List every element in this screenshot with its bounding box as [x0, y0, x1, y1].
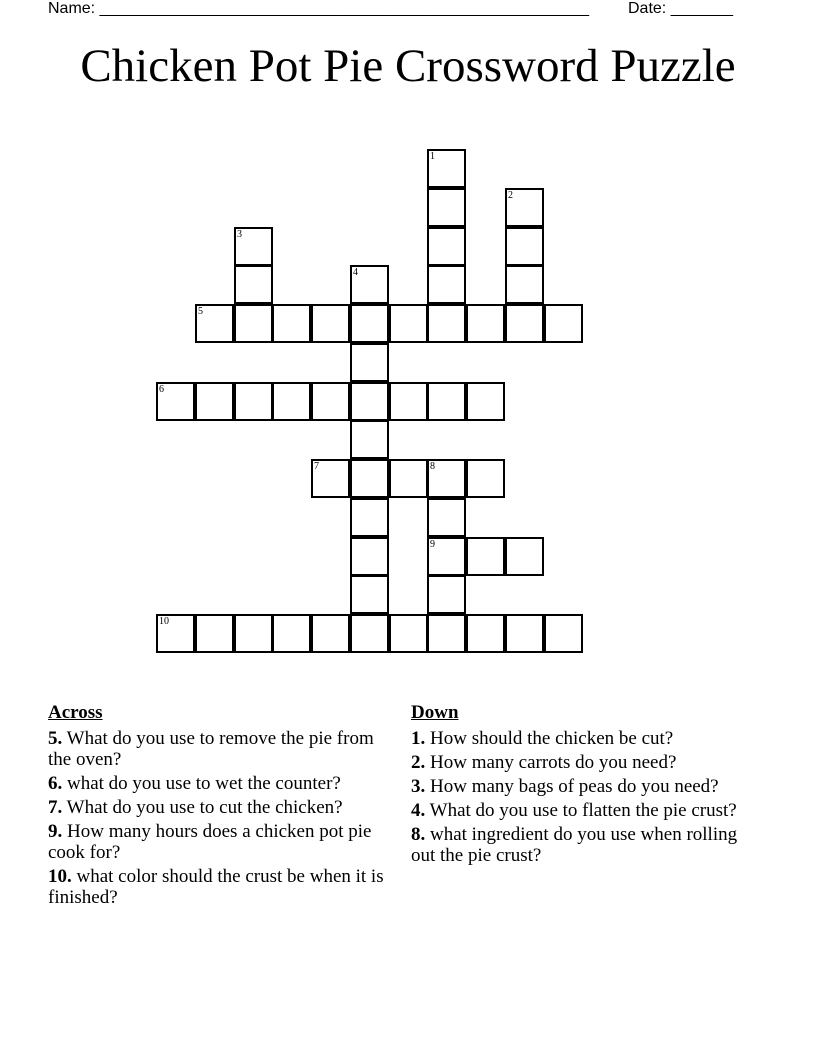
grid-cell[interactable] [350, 343, 389, 382]
across-heading: Across [48, 702, 103, 723]
across-clue [48, 797, 388, 818]
clue-number-label: 6 [159, 384, 164, 395]
grid-cell[interactable] [311, 459, 350, 498]
grid-cell[interactable] [466, 614, 505, 653]
grid-cell[interactable] [350, 614, 389, 653]
grid-cell[interactable] [544, 614, 583, 653]
clue-number-label: 1 [430, 151, 435, 162]
grid-cell[interactable] [427, 382, 466, 421]
grid-cell[interactable] [389, 459, 428, 498]
grid-cell[interactable] [389, 614, 428, 653]
grid-cell[interactable] [427, 304, 466, 343]
down-clue [411, 824, 751, 866]
clue-number: 8. [411, 824, 426, 845]
clue-number: 6. [48, 773, 63, 794]
clue-number-label: 8 [430, 461, 435, 472]
clue-number-label: 5 [198, 306, 203, 317]
across-clue [48, 821, 388, 863]
clue-number-label: 3 [237, 229, 242, 240]
grid-cell[interactable] [427, 459, 466, 498]
clue-text: What do you use to flatten the pie crust? [425, 800, 737, 821]
grid-cell[interactable] [234, 304, 273, 343]
grid-cell[interactable] [427, 265, 466, 304]
down-clue [411, 776, 751, 797]
clue-number: 2. [411, 752, 426, 773]
grid-cell[interactable] [350, 537, 389, 576]
clue-number: 3. [411, 776, 426, 797]
clue-text: How many hours does a chicken pot pie cook for? [48, 821, 372, 863]
down-clue [411, 728, 751, 749]
across-clue [48, 728, 388, 770]
grid-cell[interactable] [505, 188, 544, 227]
clue-number: 5. [48, 728, 63, 749]
across-clues [48, 702, 388, 911]
grid-cell[interactable] [156, 614, 195, 653]
clue-text: what color should the crust be when it is finished? [48, 866, 384, 908]
clue-number: 1. [411, 728, 426, 749]
grid-cell[interactable] [350, 459, 389, 498]
down-heading: Down [411, 702, 459, 723]
grid-cell[interactable] [466, 382, 505, 421]
grid-cell[interactable] [466, 304, 505, 343]
grid-cell[interactable] [350, 265, 389, 304]
grid-cell[interactable] [234, 614, 273, 653]
clue-number-label: 4 [353, 267, 358, 278]
grid-cell[interactable] [195, 304, 234, 343]
grid-cell[interactable] [311, 304, 350, 343]
across-clue [48, 866, 388, 908]
grid-cell[interactable] [427, 575, 466, 614]
name-field-label: Name: _______________________________________________________ [48, 0, 589, 17]
clue-number-label: 10 [159, 616, 169, 627]
grid-cell[interactable] [505, 227, 544, 266]
grid-cell[interactable] [350, 420, 389, 459]
grid-cell[interactable] [505, 537, 544, 576]
grid-cell[interactable] [427, 188, 466, 227]
clue-number: 7. [48, 797, 63, 818]
grid-cell[interactable] [350, 304, 389, 343]
grid-cell[interactable] [272, 304, 311, 343]
clue-text: What do you use to cut the chicken? [62, 797, 343, 818]
grid-cell[interactable] [427, 537, 466, 576]
down-clues [411, 702, 751, 869]
grid-cell[interactable] [350, 498, 389, 537]
grid-cell[interactable] [427, 614, 466, 653]
grid-cell[interactable] [505, 265, 544, 304]
grid-cell[interactable] [195, 382, 234, 421]
clue-number: 4. [411, 800, 426, 821]
grid-cell[interactable] [427, 227, 466, 266]
grid-cell[interactable] [466, 537, 505, 576]
grid-cell[interactable] [234, 265, 273, 304]
clue-text: How many carrots do you need? [425, 752, 677, 773]
clue-number: 9. [48, 821, 63, 842]
grid-cell[interactable] [234, 382, 273, 421]
grid-cell[interactable] [272, 614, 311, 653]
grid-cell[interactable] [505, 304, 544, 343]
down-clue [411, 752, 751, 773]
clue-number-label: 9 [430, 539, 435, 550]
across-clue [48, 773, 388, 794]
date-field-label: Date: _______ [628, 0, 733, 17]
grid-cell[interactable] [156, 382, 195, 421]
grid-cell[interactable] [234, 227, 273, 266]
clue-number-label: 7 [314, 461, 319, 472]
clue-text: How should the chicken be cut? [425, 728, 674, 749]
grid-cell[interactable] [350, 382, 389, 421]
grid-cell[interactable] [389, 304, 428, 343]
grid-cell[interactable] [427, 498, 466, 537]
grid-cell[interactable] [389, 382, 428, 421]
grid-cell[interactable] [505, 614, 544, 653]
grid-cell[interactable] [544, 304, 583, 343]
grid-cell[interactable] [272, 382, 311, 421]
clue-text: What do you use to remove the pie from the oven? [48, 728, 374, 770]
grid-cell[interactable] [466, 459, 505, 498]
grid-cell[interactable] [427, 149, 466, 188]
down-clue [411, 800, 751, 821]
clue-text: How many bags of peas do you need? [425, 776, 719, 797]
grid-cell[interactable] [311, 382, 350, 421]
grid-cell[interactable] [311, 614, 350, 653]
grid-cell[interactable] [195, 614, 234, 653]
grid-cell[interactable] [350, 575, 389, 614]
clue-text: what do you use to wet the counter? [62, 773, 341, 794]
clue-number-label: 2 [508, 190, 513, 201]
clue-text: what ingredient do you use when rolling out the pie crust? [411, 824, 738, 866]
clue-number: 10. [48, 866, 72, 887]
page-title: Chicken Pot Pie Crossword Puzzle [80, 40, 736, 92]
